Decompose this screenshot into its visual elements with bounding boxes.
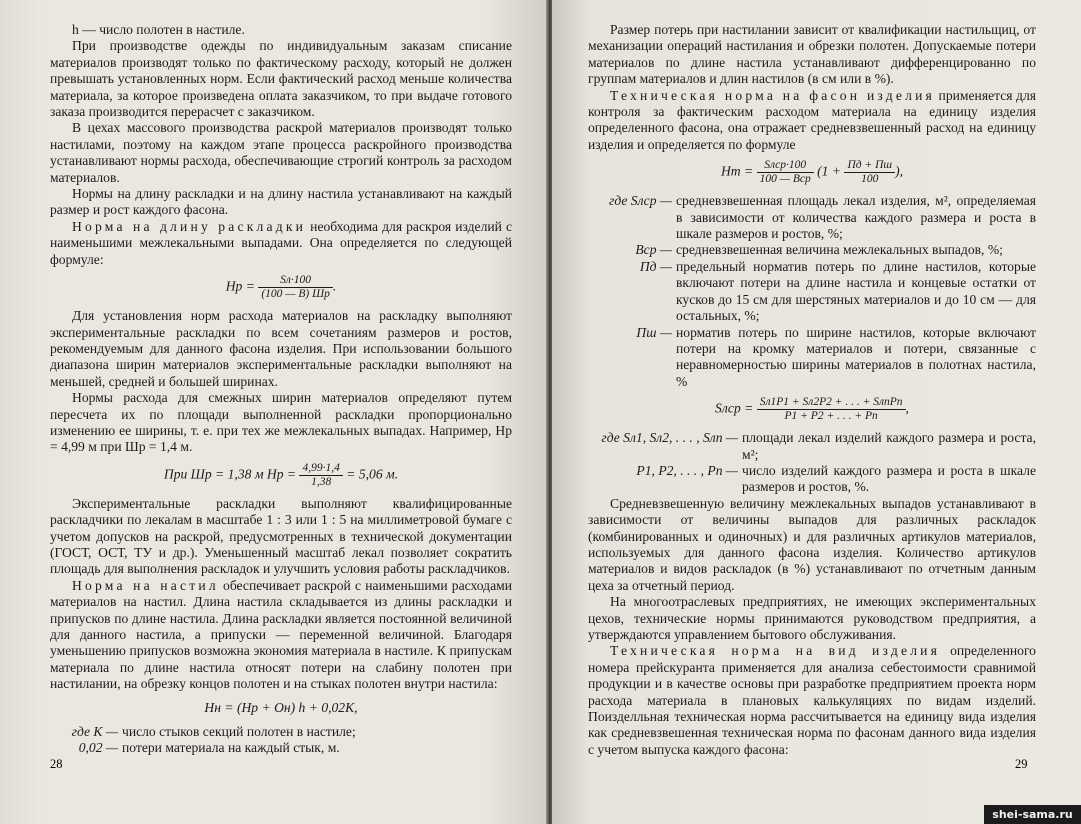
- formula-slsr-fraction: [757, 396, 906, 423]
- formula-hr: [50, 274, 512, 301]
- formula-hr-lhs: Hр =: [225, 278, 255, 294]
- formula-ht-mid: (1 +: [817, 163, 842, 179]
- formula-hn-text: Hн = (Hр + Oн) h + 0,02K,: [204, 699, 358, 715]
- formula-hr-denominator: (100 — B) Шр: [261, 288, 330, 301]
- formula-example-denominator: 1,38: [311, 475, 332, 488]
- definition-k: [50, 724, 512, 740]
- paragraph-individual-orders: При производстве одежды по индивидуальным заказам списание материалов производят только по фактическому расходу, который не должен превышать установленных норм. Если фактический расход меньше количества материала, за которое произведена оплата заказчиком, то при выдаче готового заказа производится перерасчет с заказчиком.: [50, 38, 512, 120]
- definition-002-text: потери материала на каждый стык, м.: [122, 740, 340, 756]
- definitions-slsr: [588, 430, 1036, 496]
- formula-ht-lhs: Hт =: [720, 163, 754, 179]
- term-spread-norm: Норма на настил: [72, 577, 219, 593]
- formula-ht-denominator: 100 — Bср: [759, 173, 811, 186]
- paragraph-layout-norm-text: необходима для раскроя изделий с наименьшими межлекальными выпадами. Она определяется по следующей формуле:: [50, 218, 512, 267]
- formula-example-lhs: При Шр = 1,38 м Hр =: [163, 466, 297, 482]
- definition-k-symbol: где K —: [71, 723, 118, 739]
- paragraph-losses: Размер потерь при настилании зависит от квалификации настильщиц, от механизации операций настилания и обрезки полотен. Допускаемые потери материалов по длине настила устанавливают дифференцированно по группам материалов и длин настилов (в см или в %).: [588, 22, 1036, 87]
- formula-ht-fraction2: [844, 159, 895, 186]
- definition-002: [50, 740, 512, 756]
- definition-pd-text: предельный норматив потерь по длине настилов, которые включают потери на длине настила и концевые остатки от кусков до 15 см для шерстяных материалов и до 10 см — для остальных, %;: [676, 258, 1036, 324]
- formula-hr-fraction: [258, 274, 333, 301]
- paragraph-layout-drawers: Экспериментальные раскладки выполняют квалифицированные раскладчики по лекалам в масштабе 1 : 3 или 1 : 5 на миллиметровой бумаге с учетом допусков на раскрой, предусмотренных в технической документации (ГОСТ, ОСТ, ТУ и др.). Уменьшенный масштаб лекал позволяет сократить площадь для выполнения раскладок и улучшить условия работы раскладчиков.: [50, 495, 512, 577]
- formula-ht: [588, 159, 1036, 186]
- formula-hn: [50, 699, 512, 717]
- paragraph-experimental-layouts: Для установления норм расхода материалов на раскладку выполняют экспериментальные раскладки по всем сочетаниям размеров и ростов, рекомендуемым для данного фасона изделия. При использовании большого диапазона ширин материалов экспериментальные раскладки выполняют на меньшей, средней и большей ширинах.: [50, 308, 512, 389]
- paragraph-tech-kind-norm: [588, 643, 1036, 758]
- definition-sl-text: площади лекал изделий каждого размера и роста, м²;: [742, 430, 1036, 462]
- formula-slsr-end: ,: [905, 400, 909, 416]
- page-number-right: 29: [1015, 757, 1028, 771]
- paragraph-tech-kind-norm-text: определенного номера прейскуранта применяется для анализа себестоимости сравнимой продукции и в качестве основы при разработке предприятием проекта норм расхода материала в плановых калькуляциях по видам изделий. Поизделльная техническая норма рассчитывается на единицу вида изделия как средневзвешенная техническая норма по фасонам данного вида изделия с учетом выпуска каждого фасона:: [588, 643, 1036, 757]
- paragraph-spread-norm: [50, 578, 512, 693]
- definition-p-text: число изделий каждого размера и роста в шкале размеров и ростов, %.: [742, 462, 1036, 495]
- formula-ht-end: ),: [895, 163, 903, 179]
- formula-ht-denominator2: 100: [861, 173, 879, 186]
- definition-psh: [588, 325, 1036, 391]
- paragraph-adjacent-widths: Нормы расхода для смежных ширин материалов определяют путем пересчета их по площади выполненной раскладки пропорционально изменению ее ширины, т. е. при тех же межлекальных выпадах. Например, Hр = 4,99 м при Шр = 1,4 м.: [50, 390, 512, 455]
- formula-hr-end: .: [332, 278, 337, 294]
- paragraph-tech-style-norm-text: применяется для контроля за фактическим расходом материала на единицу изделия определенного фасона, она отражает средневзвешенный расход на единицу изделия и определяется по формуле: [588, 87, 1036, 152]
- watermark: shei-sama.ru: [984, 805, 1081, 824]
- definition-slsr-symbol: где Sлср —: [609, 193, 672, 209]
- definition-sl: [588, 430, 1036, 463]
- definition-psh-text: норматив потерь по ширине настилов, которые включают потери на кромку материалов и потери, связанные с неравномерностью ширины материалов в полотнах настила, %: [676, 324, 1036, 389]
- paragraph-tech-style-norm: [588, 88, 1036, 154]
- definitions-ht: [588, 193, 1036, 390]
- formula-slsr-numerator: Sл1P1 + Sл2P2 + . . . + SлnPn: [757, 396, 906, 410]
- formula-example-numerator: 4,99·1,4: [299, 462, 342, 476]
- formula-hr-numerator: Sл·100: [258, 274, 333, 288]
- term-tech-kind-norm: Техническая норма на вид изделия: [610, 643, 941, 659]
- term-layout-norm: Норма на длину раскладки: [72, 218, 307, 234]
- term-tech-style-norm: Техническая норма на фасон изделия: [610, 87, 936, 103]
- definition-slsr: [588, 193, 1036, 242]
- formula-example-rhs: = 5,06 м.: [346, 466, 399, 482]
- definition-bsr: [588, 242, 1036, 258]
- paragraph-multi-industry: На многоотраслевых предприятиях, не имеющих экспериментальных цехов, технические нормы принимаются руководством предприятия, а утверждаются управлением бытового обслуживания.: [588, 594, 1036, 642]
- definition-k-text: число стыков секций полотен в настиле;: [122, 723, 356, 739]
- formula-ht-fraction: [757, 159, 814, 186]
- definition-pd-symbol: Пд —: [639, 258, 672, 274]
- paragraph-spread-norm-text: обеспечивает раскрой с наименьшими расходами материалов на настил. Длина настила складывается из длины раскладки и припусков по длине настила. Длина раскладки является постоянной величиной для данного настила, а припуски — переменной величиной. Благодаря уменьшению припусков возможна экономия материала в настиле. К припускам материала по длине настила относят потери на слабину полотен при настилании, на обрезку концов полотен и на стыках полотен внутри настила:: [50, 577, 512, 692]
- paragraph-average-drops: Средневзвешенную величину межлекальных выпадов устанавливают в зависимости от величины выпадов для различных раскладок (комбинированных и одиночных) и для различных артикулов материалов, используемых для данного фасона изделия. Количество артикулов материалов и видов раскладок (в %) устанавливают по отчетным данным цеха за отчетный период.: [588, 495, 1036, 593]
- formula-example-fraction: [299, 462, 342, 489]
- formula-slsr-lhs: Sлср =: [715, 400, 754, 416]
- definition-bsr-text: средневзвешенная величина межлекальных выпадов, %;: [676, 242, 1003, 258]
- formula-ht-numerator2: Пд + Пш: [844, 159, 895, 173]
- paragraph-norms-length: Нормы на длину раскладки и на длину настила устанавливают на каждый размер и рост каждого фасона.: [50, 186, 512, 218]
- paragraph-layout-norm: [50, 219, 512, 268]
- definition-p: [588, 463, 1036, 496]
- definition-slsr-text: средневзвешенная площадь лекал изделия, м², определяемая в зависимости от количества каждого размера и роста в шкале размеров и ростов, %;: [676, 193, 1036, 242]
- definition-bsr-symbol: Bср —: [635, 242, 672, 258]
- definition-002-symbol: 0,02 —: [78, 740, 118, 756]
- paragraph-mass-production: В цехах массового производства раскрой материалов производят только настилами, поэтому на каждом этапе процесса раскройного производства устанавливают нормы расхода, обеспечивающие строгий контроль за расходом материалов.: [50, 120, 512, 185]
- formula-ht-numerator: Sлср·100: [757, 159, 814, 173]
- formula-slsr-denominator: P1 + P2 + . . . + Pn: [784, 410, 878, 423]
- definition-psh-symbol: Пш —: [636, 324, 672, 340]
- definition-pd: [588, 259, 1036, 325]
- definitions-hn: [50, 724, 512, 757]
- right-page: [552, 0, 1081, 824]
- line-h-definition: h — число полотен в настиле.: [72, 22, 245, 37]
- formula-slsr: [588, 396, 1036, 423]
- formula-example: [50, 462, 512, 489]
- definition-sl-symbol: где Sл1, Sл2, . . . , Sлn —: [601, 430, 738, 446]
- definition-p-symbol: P1, P2, . . . , Pn —: [636, 462, 738, 478]
- page-number-left: 28: [50, 757, 63, 771]
